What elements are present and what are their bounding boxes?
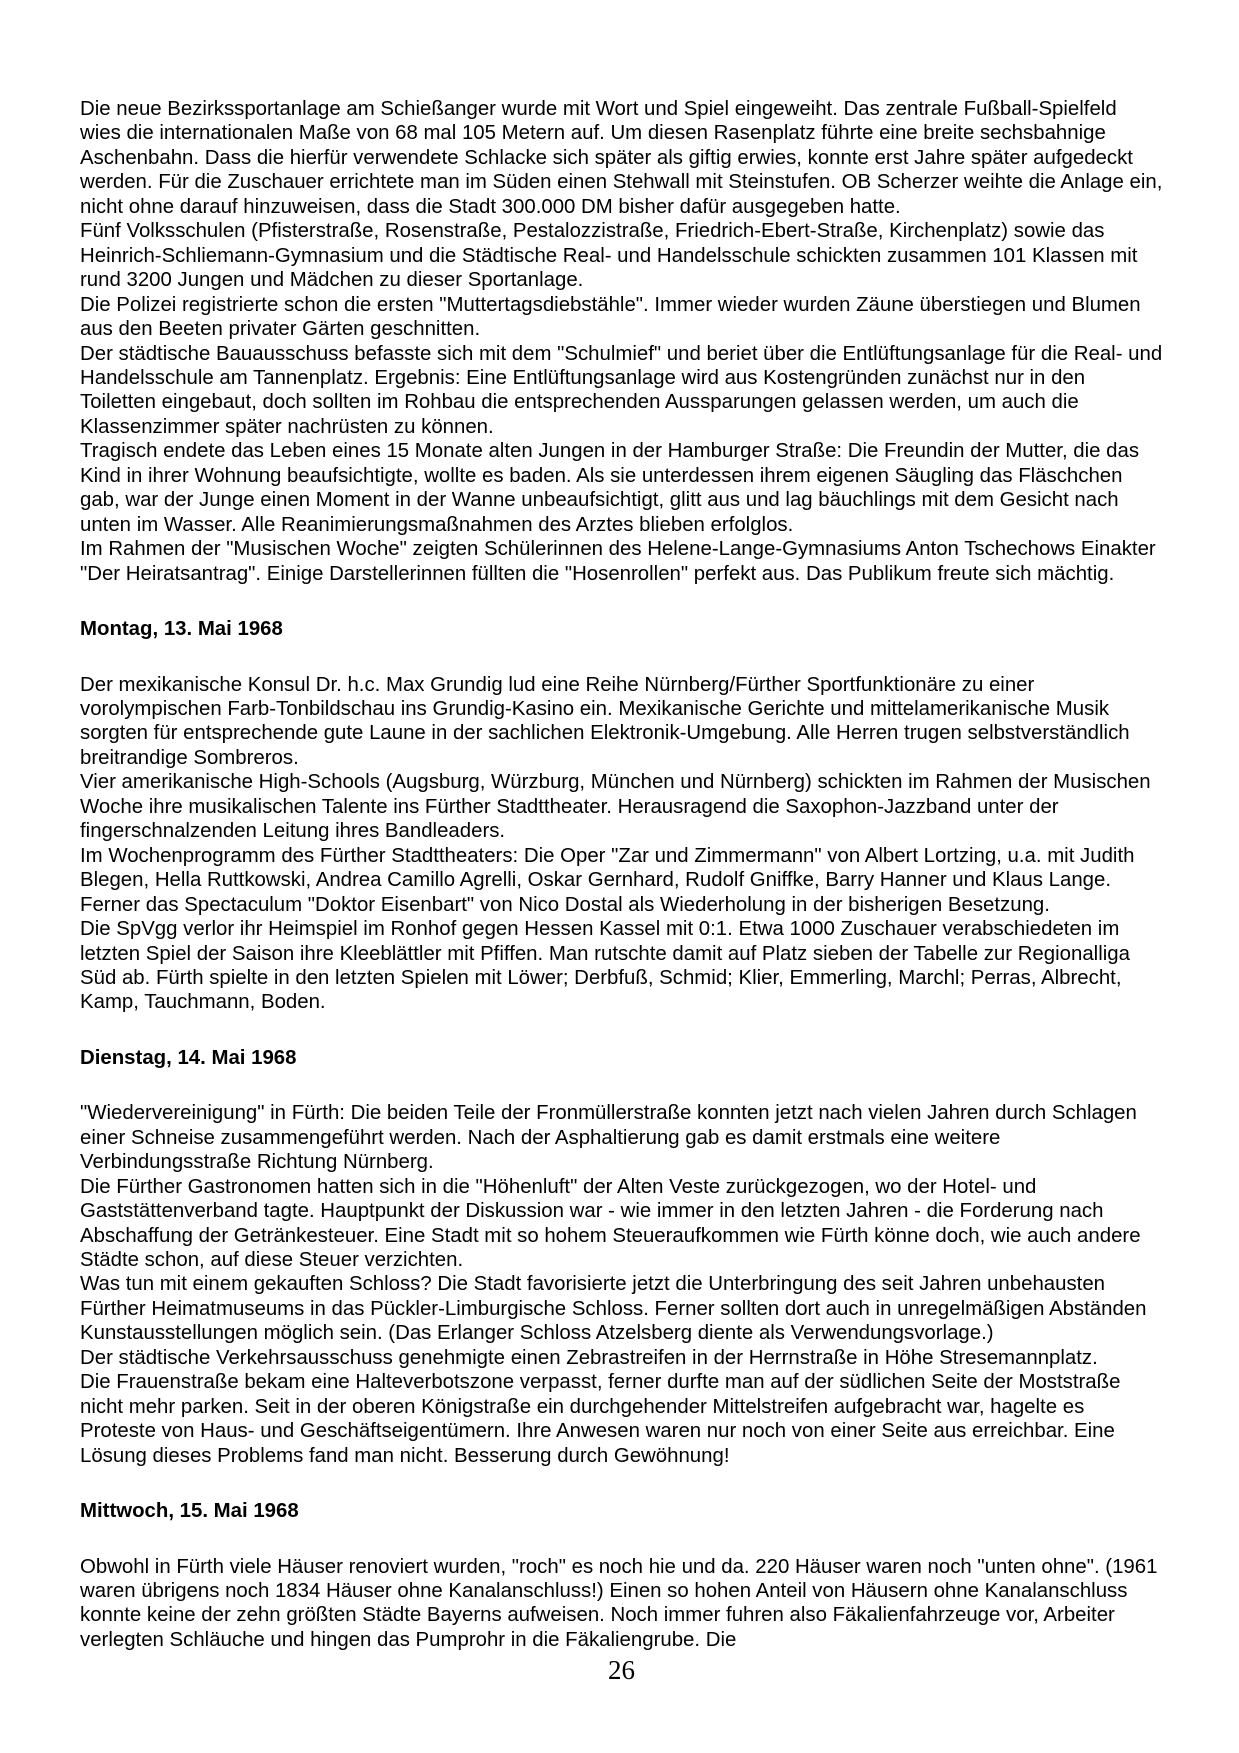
paragraph: Der mexikanische Konsul Dr. h.c. Max Grundig lud eine Reihe Nürnberg/Fürther Sportfunktionäre zu einer vorolympischen Farb-Tonbildschau ins Grundig-Kasino ein. Mexikanische Gerichte und mittelamerikanische Musik sorgten für entsprechende gute Laune in der sachlichen Elektronik-Umgebung. Alle Herren trugen selbstverständlich breitrandige Sombreros. xyxy=(80,673,1130,769)
paragraph: Die SpVgg verlor ihr Heimspiel im Ronhof gegen Hessen Kassel mit 0:1. Etwa 1000 Zuschauer verabschiedeten im letzten Spiel der Saison ihre Kleeblättler mit Pfiffen. Man rutschte damit auf Platz sieben der Tabelle zur Regionalliga Süd ab. Fürth spielte in den letzten Spielen mit Löwer; Derbfuß, Schmid; Klier, Emmerling, Marchl; Perras, Albrecht, Kamp, Tauchmann, Boden. xyxy=(80,918,1130,1014)
paragraph: Der städtische Bauausschuss befasste sich mit dem "Schulmief" und beriet über die Entlüftungsanlage für die Real- und Handelsschule am Tannenplatz. Ergebnis: Eine Entlüftungsanlage wird aus Kostengründen zunächst nur in den Toiletten eingebaut, doch sollten im Rohbau die entsprechenden Aussparungen gelassen werden, um auch die Klassenzimmer später nachrüsten zu können. xyxy=(80,342,1163,438)
section-heading-tuesday: Dienstag, 14. Mai 1968 xyxy=(80,1046,297,1069)
paragraph: Tragisch endete das Leben eines 15 Monate alten Jungen in der Hamburger Straße: Die Freundin der Mutter, die das Kind in ihrer Wohnung beaufsichtigte, wollte es baden. Als sie unterdessen ihrem eigenen Säugling das Fläschchen gab, war der Junge einen Moment in der Wanne unbeaufsichtigt, glitt aus und lag bäuchlings mit dem Gesicht nach unten im Wasser. Alle Reanimierungsmaßnahmen des Arztes blieben erfolglos. xyxy=(80,440,1140,536)
section-heading-wednesday: Mittwoch, 15. Mai 1968 xyxy=(80,1500,299,1523)
paragraph: Obwohl in Fürth viele Häuser renoviert wurden, "roch" es noch hie und da. 220 Häuser waren noch "unten ohne". (1961 waren übrigens noch 1834 Häuser ohne Kanalanschluss!) Einen so hohen Anteil von Häusern ohne Kanalanschluss konnte keine der zehn größten Städte Bayerns aufweisen. Noch immer fuhren also Fäkalienfahrzeuge vor, Arbeiter verlegten Schläuche und hingen das Pumprohr in die Fäkaliengrube. Die xyxy=(80,1555,1158,1651)
paragraph: Im Rahmen der "Musischen Woche" zeigten Schülerinnen des Helene-Lange-Gymnasiums Anton Tschechows Einakter "Der Heiratsantrag". Einige Darstellerinnen füllten die "Hosenrollen" perfekt aus. Das Publikum freute sich mächtig. xyxy=(80,538,1156,585)
section-heading-monday: Montag, 13. Mai 1968 xyxy=(80,618,283,641)
paragraph: Die neue Bezirkssportanlage am Schießanger wurde mit Wort und Spiel eingeweiht. Das zentrale Fußball-Spielfeld wies die internationalen Maße von 68 mal 105 Metern auf. Um diesen Rasenplatz führte eine breite sechsbahnige Aschenbahn. Dass die hierfür verwendete Schlacke sich später als giftig erwies, konnte erst Jahre später aufgedeckt werden. Für die Zuschauer errichtete man im Süden einen Stehwall mit Steinstufen. OB Scherzer weihte die Anlage ein, nicht ohne darauf hinzuweisen, dass die Stadt 300.000 DM bisher dafür ausgegeben hatte. xyxy=(80,98,1163,218)
paragraph: Was tun mit einem gekauften Schloss? Die Stadt favorisierte jetzt die Unterbringung des seit Jahren unbehausten Fürther Heimatmuseums in das Pückler-Limburgische Schloss. Ferner sollten dort auch in unregelmäßigen Abständen Kunstausstellungen möglich sein. (Das Erlanger Schloss Atzelsberg diente als Verwendungsvorlage.) xyxy=(80,1273,1147,1345)
paragraph: Die Fürther Gastronomen hatten sich in die "Höhenluft" der Alten Veste zurückgezogen, wo der Hotel- und Gaststättenverband tagte. Hauptpunkt der Diskussion war - wie immer in den letzten Jahren - die Forderung nach Abschaffung der Getränkesteuer. Eine Stadt mit so hohem Steueraufkommen wie Fürth könne doch, wie auch andere Städte schon, auf diese Steuer verzichten. xyxy=(80,1175,1141,1272)
paragraph: Die Polizei registrierte schon die ersten "Muttertagsdiebstähle". Immer wieder wurden Zäune überstiegen und Blumen aus den Beeten privater Gärten geschnitten. xyxy=(80,293,1141,341)
paragraph: "Wiedervereinigung" in Fürth: Die beiden Teile der Fronmüllerstraße konnten jetzt nach vielen Jahren durch Schlagen einer Schneise zusammengeführt werden. Nach der Asphaltierung gab es damit erstmals eine weitere Verbindungsstraße Richtung Nürnberg. xyxy=(80,1102,1137,1174)
paragraph: Fünf Volksschulen (Pfisterstraße, Rosenstraße, Pestalozzistraße, Friedrich-Ebert-Straße, Kirchenplatz) sowie das Heinrich-Schliemann-Gymnasium und die Städtische Real- und Handelsschule schickten zusammen 101 Klassen mit rund 3200 Jungen und Mädchen zu dieser Sportanlage. xyxy=(80,220,1138,292)
paragraph: Der städtische Verkehrsausschuss genehmigte einen Zebrastreifen in der Herrnstraße in Höhe Stresemannplatz. xyxy=(80,1346,1098,1369)
paragraph: Im Wochenprogramm des Fürther Stadttheaters: Die Oper "Zar und Zimmermann" von Albert Lortzing, u.a. mit Judith Blegen, Hella Ruttkowski, Andrea Camillo Agrelli, Oskar Gernhard, Rudolf Gniffke, Barry Hanner und Klaus Lange. Ferner das Spectaculum "Doktor Eisenbart" von Nico Dostal als Wiederholung in der bisherigen Besetzung. xyxy=(80,844,1135,916)
paragraph: Vier amerikanische High-Schools (Augsburg, Würzburg, München und Nürnberg) schickten im Rahmen der Musischen Woche ihre musikalischen Talente ins Fürther Stadttheater. Herausragend die Saxophon-Jazzband unter der fingerschnalzenden Leitung ihres Bandleaders. xyxy=(80,771,1151,843)
page-number: 26 xyxy=(608,1655,635,1686)
paragraph: Die Frauenstraße bekam eine Halteverbotszone verpasst, ferner durfte man auf der südlichen Seite der Moststraße nicht mehr parken. Seit in der oberen Königstraße ein durchgehender Mittelstreifen aufgebracht war, hagelte es Proteste von Haus- und Geschäftseigentümern. Ihre Anwesen waren nur noch von einer Seite aus erreichbar. Eine Lösung dieses Problems fand man nicht. Besserung durch Gewöhnung! xyxy=(80,1371,1121,1467)
